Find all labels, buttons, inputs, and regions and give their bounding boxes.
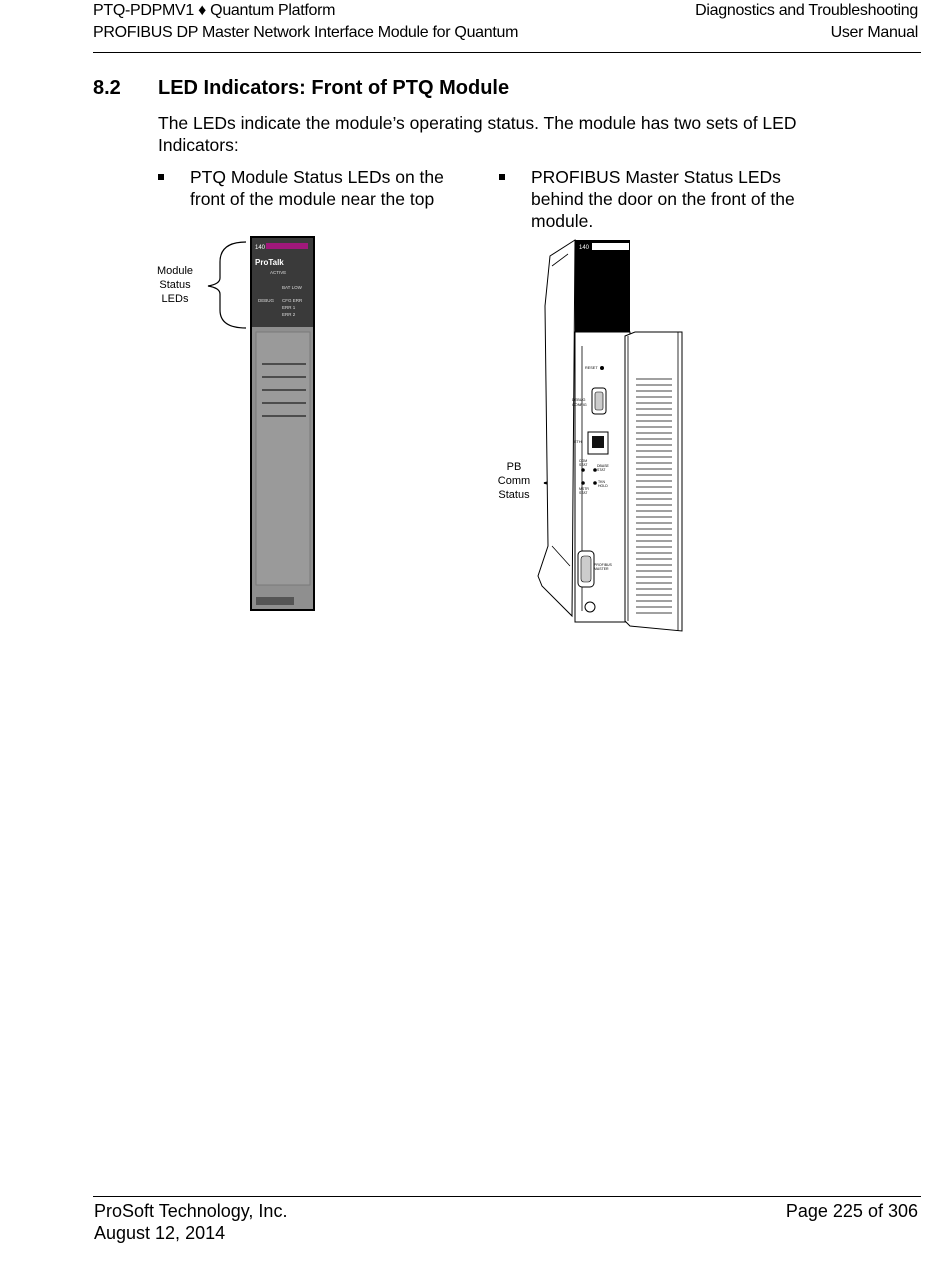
led-indicator [593, 468, 597, 472]
footer-rule [93, 1196, 921, 1197]
led-label: DEBUG [258, 298, 275, 303]
led-label: BAT LOW [282, 285, 302, 290]
port-label: DEBUG [572, 398, 586, 402]
module-label-strip [592, 243, 629, 250]
header-product: PTQ-PDPMV1 ♦ Quantum Platform [93, 2, 336, 19]
module-side [538, 240, 575, 616]
callout-text: Status [159, 279, 191, 291]
port-label: ETH [574, 440, 582, 444]
header-doc-type: User Manual [830, 24, 918, 41]
header-module-desc: PROFIBUS DP Master Network Interface Module for Quantum [93, 24, 519, 41]
led-label: CFG ERR [282, 298, 303, 303]
led-label: STAT [579, 491, 588, 495]
callout-text: Comm [497, 475, 531, 487]
led-indicator [581, 468, 585, 472]
led-label: STAT [579, 463, 588, 467]
screw-icon [585, 602, 595, 612]
port-label: CONFIG [572, 403, 587, 407]
module-top-face [575, 240, 630, 332]
ptq-module-front-figure [150, 232, 330, 617]
led-indicator [593, 481, 597, 485]
port-label: PROFIBUS [594, 563, 612, 567]
model-number: 140 [255, 245, 266, 251]
led-label: TKN [598, 480, 605, 484]
bullet-square-icon [499, 174, 505, 180]
header-right [695, 0, 918, 44]
led-indicator [581, 481, 585, 485]
bullet-text: PROFIBUS Master Status LEDs behind the door on the front of the module. [531, 167, 795, 231]
bullet-square-icon [158, 174, 164, 180]
led-label: MSTR [579, 487, 589, 491]
bullet-text: PTQ Module Status LEDs on the front of the module near the top [190, 167, 444, 209]
port-label: RESET [585, 366, 598, 370]
led-label: ACTIVE [270, 270, 287, 275]
section-number: 8.2 [93, 77, 121, 99]
led-label: COM [579, 459, 588, 463]
led-label: ERR 1 [282, 305, 296, 310]
callout-text: Status [498, 489, 530, 501]
led-label: ERR 2 [282, 312, 296, 317]
port-label: MASTER [594, 567, 609, 571]
curly-brace-icon [208, 242, 246, 328]
led-label: DBASE [597, 464, 609, 468]
module-label-strip [266, 243, 308, 249]
section-title: LED Indicators: Front of PTQ Module [158, 77, 510, 99]
led-label: HOLD [598, 484, 608, 488]
reset-button-icon [600, 366, 604, 370]
ptq-module-door-open-figure [490, 236, 700, 636]
callout-text: Module [156, 265, 194, 277]
callout-text: PB [506, 461, 522, 473]
model-number: 140 [579, 245, 590, 251]
module-bottom-label [256, 597, 294, 605]
callout-text: LEDs [161, 293, 189, 305]
footer-page-number: Page 225 of 306 [785, 1201, 918, 1221]
module-door [625, 332, 682, 631]
header-left [93, 0, 518, 44]
header-rule [93, 52, 921, 53]
led-label: STAT [597, 468, 606, 472]
brand-logo: ProTalk [255, 258, 284, 267]
section-intro: The LEDs indicate the module’s operating status. The module has two sets of LED Indicators: [158, 113, 797, 155]
footer-date: August 12, 2014 [94, 1223, 226, 1243]
header-chapter: Diagnostics and Troubleshooting [695, 2, 918, 19]
module-lower-panel [256, 332, 310, 585]
footer-company: ProSoft Technology, Inc. [94, 1201, 288, 1221]
